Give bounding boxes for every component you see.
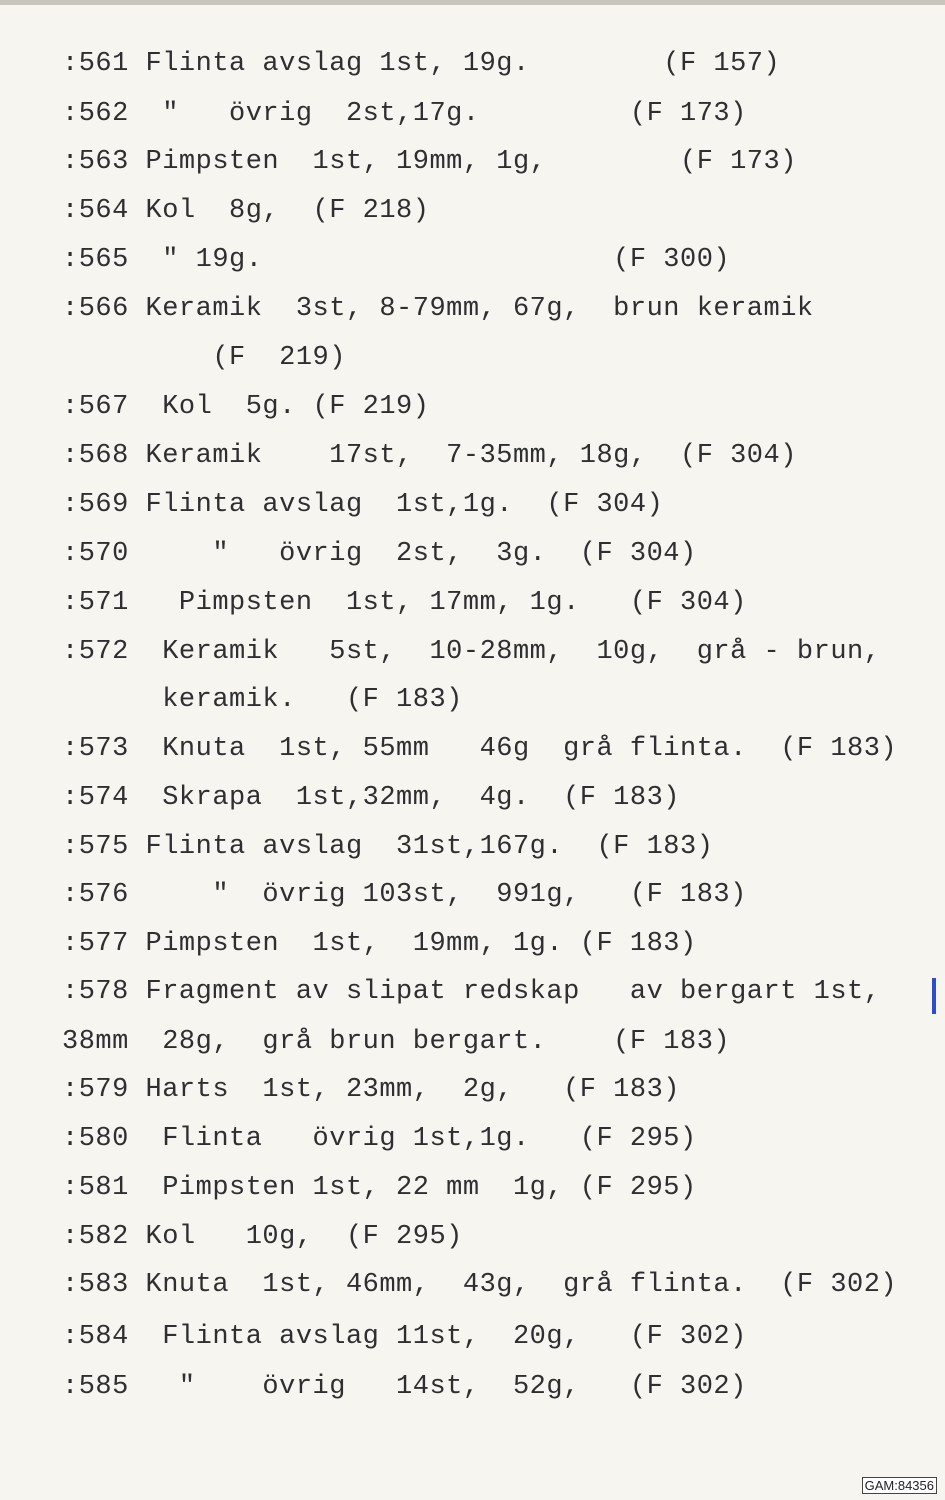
entry-576: :576 " övrig 103st, 991g, (F 183): [62, 880, 747, 910]
entry-582: :582 Kol 10g, (F 295): [62, 1222, 463, 1252]
entry-572-continued: keramik. (F 183): [62, 685, 463, 715]
entry-573: :573 Knuta 1st, 55mm 46g grå flinta. (F 183): [62, 734, 898, 764]
entry-572: :572 Keramik 5st, 10-28mm, 10g, grå - brun,: [62, 637, 881, 667]
entry-583: :583 Knuta 1st, 46mm, 43g, grå flinta. (F 302): [62, 1270, 898, 1300]
entry-563: :563 Pimpsten 1st, 19mm, 1g, (F 173): [62, 147, 797, 177]
entry-581: :581 Pimpsten 1st, 22 mm 1g, (F 295): [62, 1173, 697, 1203]
entry-571: :571 Pimpsten 1st, 17mm, 1g. (F 304): [62, 588, 747, 618]
entry-578: :578 Fragment av slipat redskap av bergart 1st,: [62, 977, 881, 1007]
entry-568: :568 Keramik 17st, 7-35mm, 18g, (F 304): [62, 441, 797, 471]
entry-561: :561 Flinta avslag 1st, 19g. (F 157): [62, 49, 781, 79]
entry-562: :562 " övrig 2st,17g. (F 173): [62, 99, 747, 129]
entry-567: :567 Kol 5g. (F 219): [62, 392, 430, 422]
entry-584: :584 Flinta avslag 11st, 20g, (F 302): [62, 1322, 747, 1352]
entry-566: :566 Keramik 3st, 8-79mm, 67g, brun keramik: [62, 294, 814, 324]
entry-585: :585 " övrig 14st, 52g, (F 302): [62, 1372, 747, 1402]
entry-577: :577 Pimpsten 1st, 19mm, 1g. (F 183): [62, 929, 697, 959]
entry-570: :570 " övrig 2st, 3g. (F 304): [62, 539, 697, 569]
archive-id-stamp: GAM:84356: [862, 1477, 937, 1494]
entry-575: :575 Flinta avslag 31st,167g. (F 183): [62, 832, 714, 862]
entry-579: :579 Harts 1st, 23mm, 2g, (F 183): [62, 1075, 680, 1105]
entry-564: :564 Kol 8g, (F 218): [62, 196, 430, 226]
entry-565: :565 " 19g. (F 300): [62, 245, 731, 275]
blue-ink-mark: [932, 978, 936, 1014]
entry-574: :574 Skrapa 1st,32mm, 4g. (F 183): [62, 783, 680, 813]
entry-569: :569 Flinta avslag 1st,1g. (F 304): [62, 490, 664, 520]
entry-566-continued: (F 219): [62, 343, 346, 373]
entry-580: :580 Flinta övrig 1st,1g. (F 295): [62, 1124, 697, 1154]
entry-578-continued: 38mm 28g, grå brun bergart. (F 183): [62, 1027, 731, 1057]
card-top-edge: [0, 0, 945, 5]
